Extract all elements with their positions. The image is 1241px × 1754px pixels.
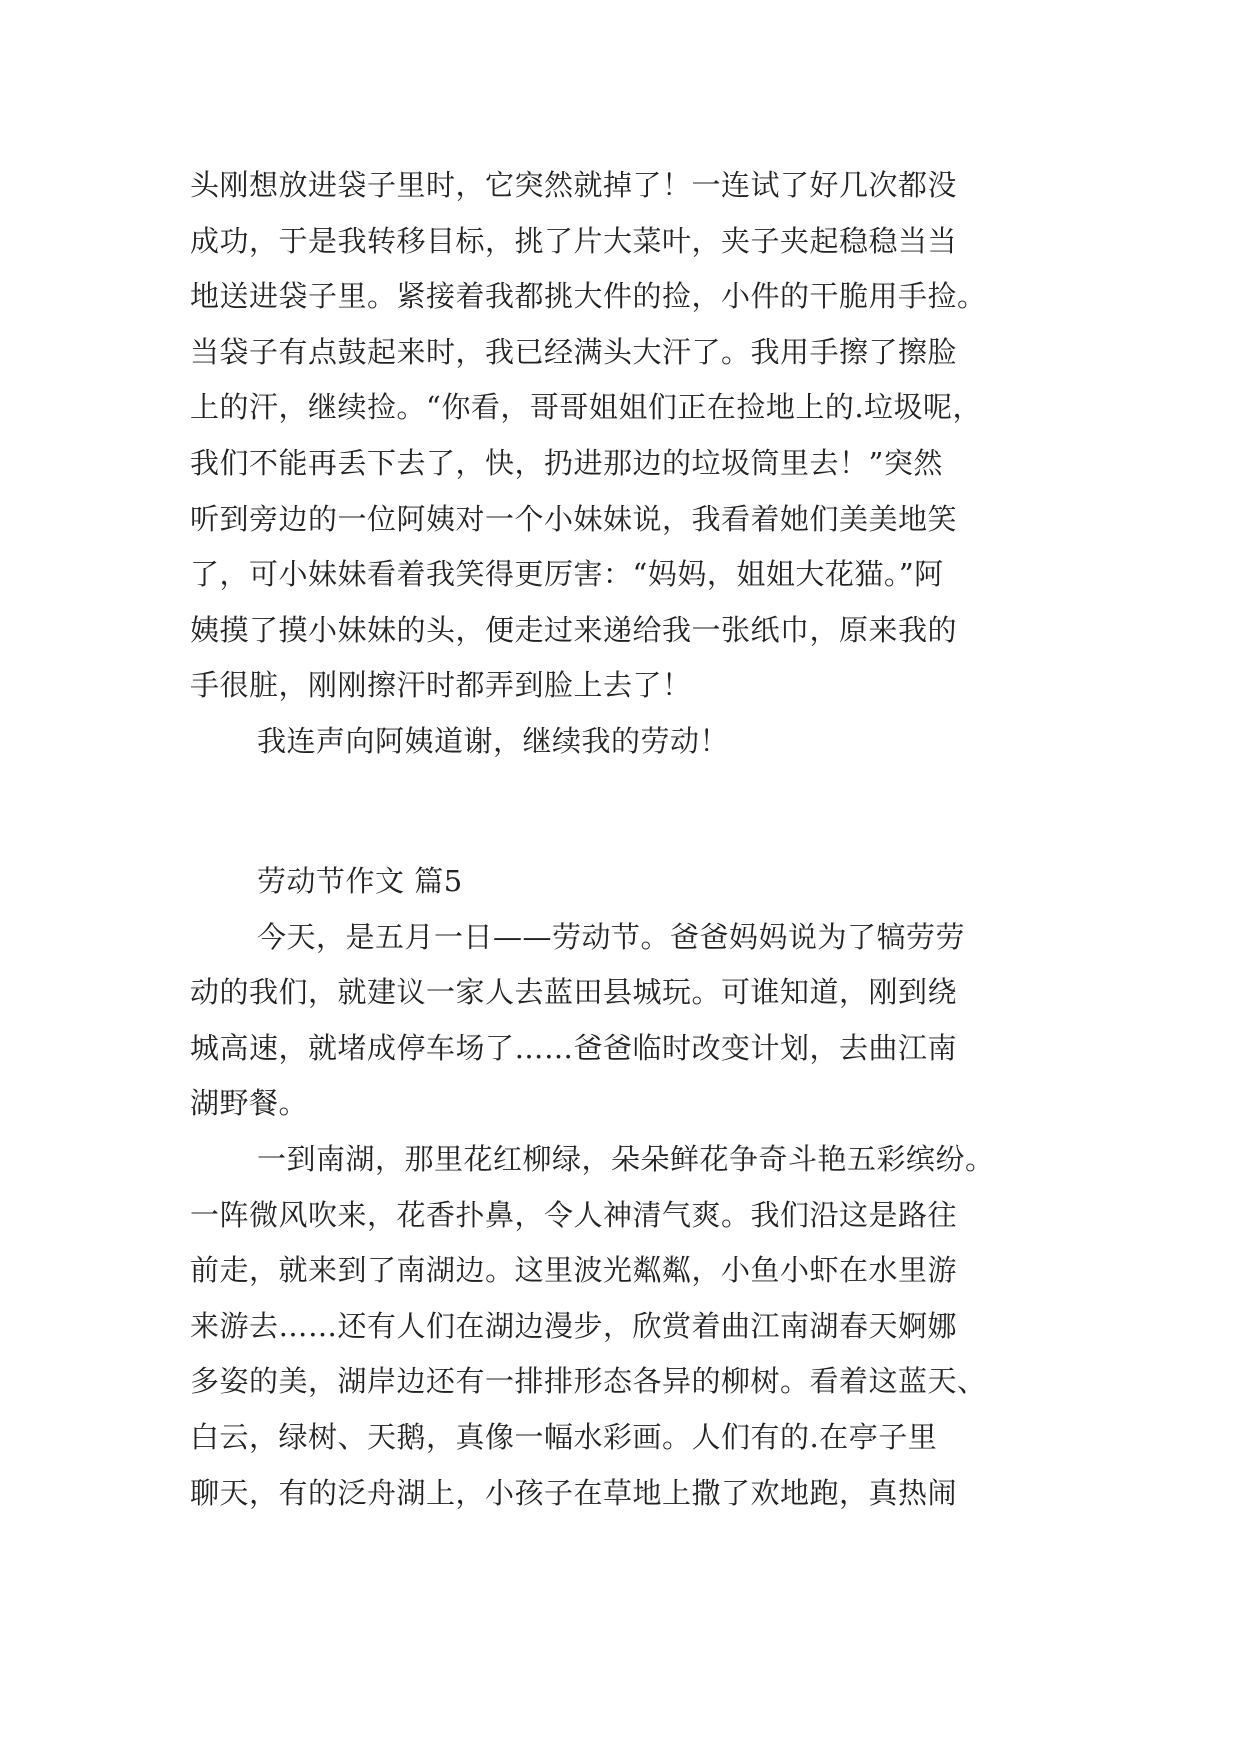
text-line: 来游去……还有人们在湖边漫步，欣赏着曲江南湖春天婀娜 — [190, 1308, 958, 1343]
text-line: 了，可小妹妹看着我笑得更厉害：“妈妈，姐姐大花猫。”阿 — [190, 557, 944, 592]
text-line: 手很脏，刚刚擦汗时都弄到脸上去了！ — [190, 668, 692, 703]
text-line: 前走，就来到了南湖边。这里波光粼粼，小鱼小虾在水里游 — [190, 1253, 958, 1288]
text-line: 多姿的美，湖岸边还有一排排形态各异的柳树。看着这蓝天、 — [190, 1364, 987, 1399]
paragraph — [190, 910, 1050, 1132]
paragraph — [190, 158, 1050, 714]
text-line: 城高速，就堵成停车场了……爸爸临时改变计划，去曲江南 — [190, 1030, 958, 1065]
text-block-continued-essay — [190, 158, 1050, 770]
essay-heading: 劳动节作文 篇5 — [257, 864, 463, 898]
text-line: 白云，绿树、天鹅，真像一幅水彩画。人们有的.在亭子里 — [190, 1419, 938, 1454]
text-line: 姨摸了摸小妹妹的头，便走过来递给我一张纸巾，原来我的 — [190, 612, 958, 647]
text-line: 当袋子有点鼓起来时，我已经满头大汗了。我用手擦了擦脸 — [190, 334, 958, 369]
text-line: 上的汗，继续捡。“你看，哥哥姐姐们正在捡地上的.垃圾呢， — [190, 390, 983, 425]
text-line: 一阵微风吹来，花香扑鼻，令人神清气爽。我们沿这是路往 — [190, 1197, 958, 1232]
text-line: 头刚想放进袋子里时，它突然就掉了！一连试了好几次都没 — [190, 168, 958, 202]
text-block-essay-5 — [190, 854, 1050, 1521]
paragraph — [190, 714, 1050, 770]
text-line: 我连声向阿姨道谢，继续我的劳动！ — [257, 723, 730, 758]
text-line: 我们不能再丢下去了，快，扔进那边的垃圾筒里去！”突然 — [190, 445, 943, 480]
text-line: 地送进袋子里。紧接着我都挑大件的捡，小件的干脆用手捡。 — [190, 279, 987, 314]
text-line: 一到南湖，那里花红柳绿，朵朵鲜花争奇斗艳五彩缤纷。 — [257, 1141, 995, 1176]
paragraph — [190, 1132, 1050, 1521]
text-line: 今天，是五月一日——劳动节。爸爸妈妈说为了犒劳劳 — [257, 919, 966, 954]
text-line: 动的我们，就建议一家人去蓝田县城玩。可谁知道，刚到绕 — [190, 975, 958, 1010]
section-heading — [190, 854, 1050, 910]
text-line: 成功，于是我转移目标，挑了片大菜叶，夹子夹起稳稳当当 — [190, 223, 958, 258]
text-line: 听到旁边的一位阿姨对一个小妹妹说，我看着她们美美地笑 — [190, 501, 958, 536]
text-line: 聊天，有的泛舟湖上，小孩子在草地上撒了欢地跑，真热闹 — [190, 1475, 958, 1510]
text-line: 湖野餐。 — [190, 1086, 309, 1121]
